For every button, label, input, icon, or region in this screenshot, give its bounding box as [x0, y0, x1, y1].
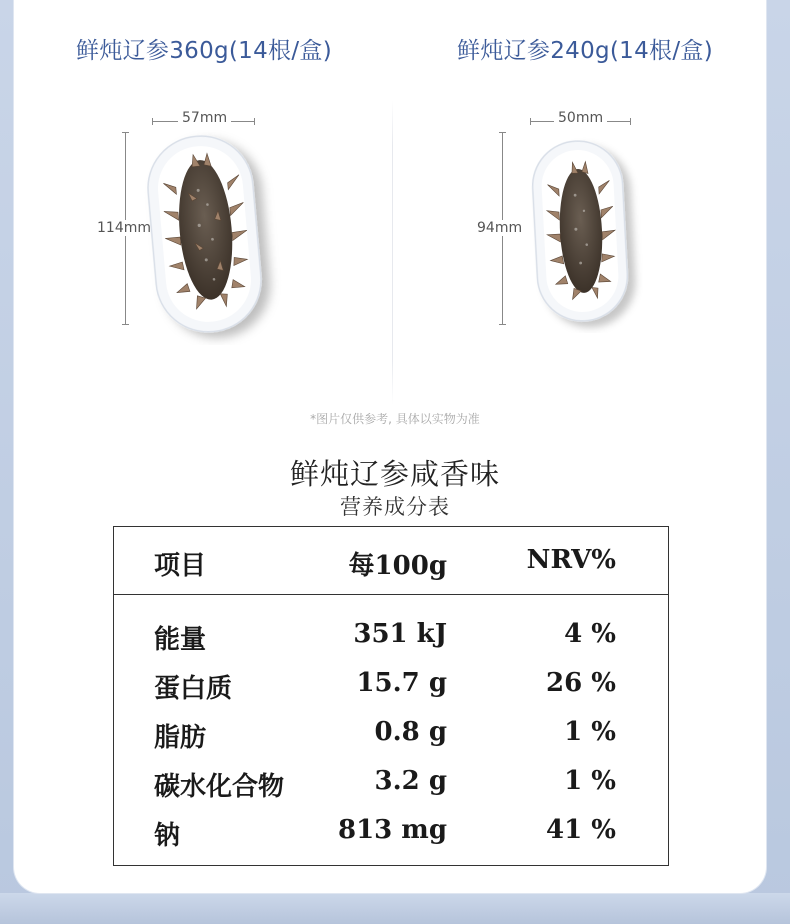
length-label-240g: 94mm [477, 220, 523, 236]
nutrition-table-header [114, 527, 668, 595]
sea-cucumber-plate-240g [525, 133, 643, 333]
header-nrv: NRV% [526, 545, 616, 575]
length-label-360g: 114mm [97, 220, 151, 236]
row-energy-name: 能量 [154, 625, 207, 655]
header-per100g: 每100g [348, 551, 447, 581]
row-sodium-nrv: 41 % [546, 815, 616, 845]
nutrition-title: 鲜炖辽参咸香味 [289, 457, 500, 491]
row-fat-nrv: 1 % [564, 717, 616, 747]
width-label-240g: 50mm [554, 110, 607, 126]
width-label-360g: 57mm [178, 110, 231, 126]
row-energy-nrv: 4 % [564, 619, 616, 649]
width-tick-right-a [530, 118, 531, 125]
bottom-frame [0, 893, 790, 924]
product-title-360g: 鲜炖辽参360g(14根/盒) [76, 38, 332, 64]
row-protein-value: 15.7 g [356, 668, 447, 698]
length-tick-left-a [122, 132, 129, 133]
width-tick-right-b [630, 118, 631, 125]
length-tick-right-a [499, 132, 506, 133]
row-fat-value: 0.8 g [374, 717, 447, 747]
length-tick-right-b [499, 324, 506, 325]
sea-cucumber-plate-360g [140, 130, 285, 345]
length-tick-left-b [122, 324, 129, 325]
width-tick-left-b [254, 118, 255, 125]
column-divider [392, 100, 393, 405]
row-protein-nrv: 26 % [546, 668, 616, 698]
width-tick-left-a [152, 118, 153, 125]
header-item: 项目 [154, 551, 207, 581]
row-carbohydrate-name: 碳水化合物 [154, 772, 285, 802]
row-sodium-value: 813 mg [337, 815, 447, 845]
row-carbohydrate-value: 3.2 g [374, 766, 447, 796]
image-disclaimer: *图片仅供参考, 具体以实物为准 [310, 412, 480, 426]
row-sodium-name: 钠 [154, 821, 181, 851]
row-energy-value: 351 kJ [353, 619, 447, 649]
row-carbohydrate-nrv: 1 % [564, 766, 616, 796]
nutrition-table [113, 526, 669, 866]
product-title-240g: 鲜炖辽参240g(14根/盒) [457, 38, 713, 64]
row-protein-name: 蛋白质 [154, 674, 233, 704]
row-fat-name: 脂肪 [154, 723, 207, 753]
nutrition-subtitle: 营养成分表 [340, 495, 450, 519]
